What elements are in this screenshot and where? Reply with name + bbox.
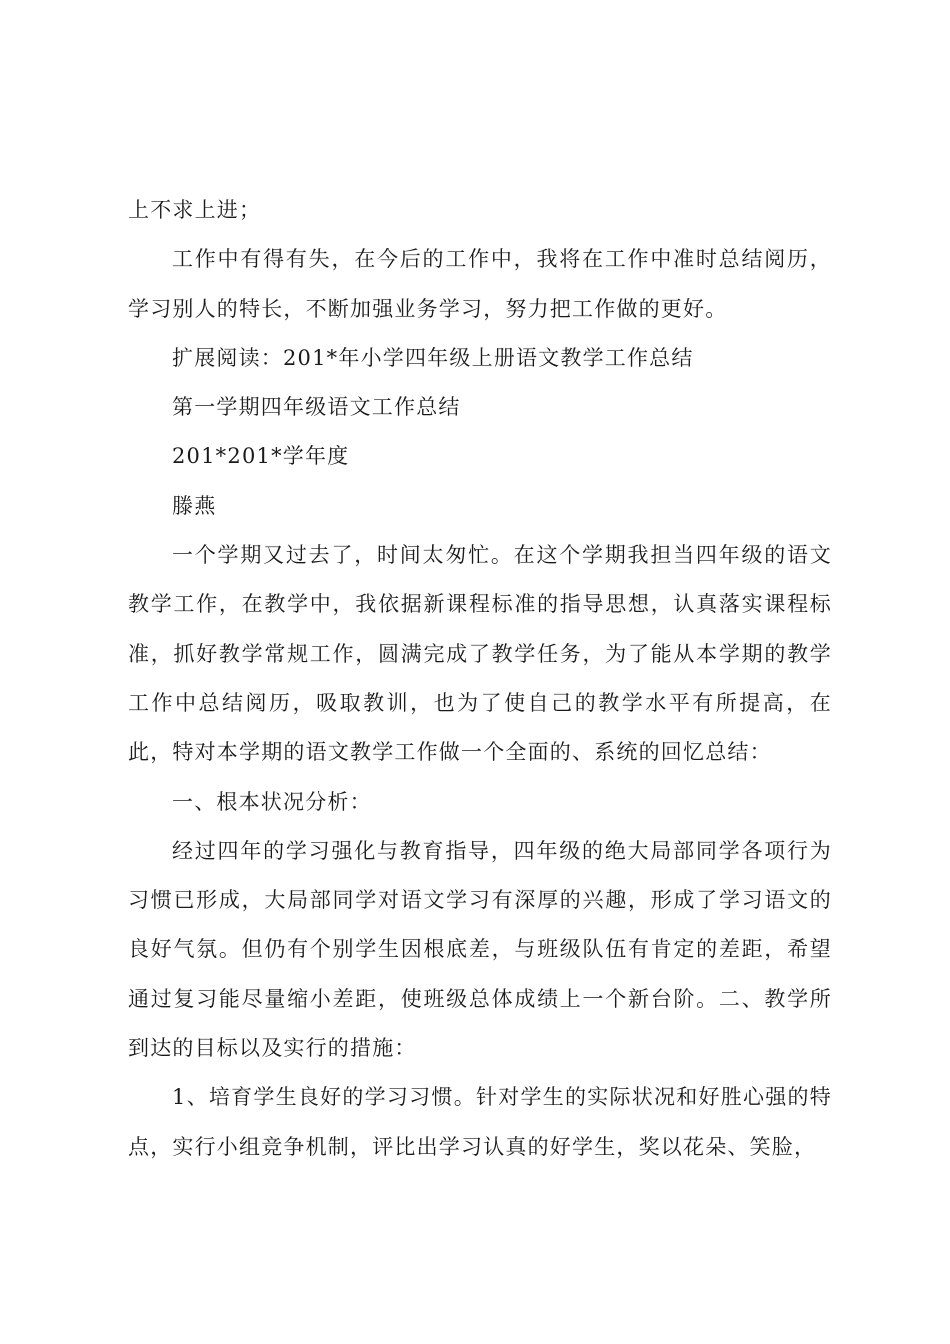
author-name: 滕燕 [172, 493, 217, 518]
paragraph-analysis: 经过四年的学习强化与教育指导，四年级的绝大局部同学各项行为习惯已形成，大局部同学对语文学习有深厚的兴趣，形成了学习语文的良好气氛。但仍有个别学生因根底差，与班级队伍有肯定的差距，希望通过复习能尽量缩小差距，使班级总体成绩上一个新台阶。二、教学所到达的目标以及实行的措施： [128, 838, 832, 1061]
document-title: 第一学期四年级语文工作总结 [172, 395, 461, 420]
paragraph-learning-habits: 1、培育学生良好的学习习惯。针对学生的实际状况和好胜心强的特点，实行小组竞争机制，评比出学习认真的好学生，奖以花朵、笑脸， [128, 1085, 832, 1159]
paragraph-continuation: 上不求上进； [128, 198, 262, 222]
document-body [128, 186, 832, 1172]
paragraph-introduction: 一个学期又过去了，时间太匆忙。在这个学期我担当四年级的语文教学工作，在教学中，我依据新课程标准的指导思想，认真落实课程标准，抓好教学常规工作，圆满完成了教学任务，为了能从本学期的教学工作中总结阅历，吸取教训，也为了使自己的教学水平有所提高，在此，特对本学期的语文教学工作做一个全面的、系统的回忆总结： [128, 543, 832, 765]
extended-reading-heading: 扩展阅读：201*年小学四年级上册语文教学工作总结 [172, 345, 694, 370]
paragraph-work-summary: 工作中有得有失，在今后的工作中，我将在工作中准时总结阅历，学习别人的特长，不断加强业务学习，努力把工作做的更好。 [128, 247, 832, 321]
section-heading-basic-analysis: 一、根本状况分析： [172, 789, 372, 814]
school-year: 201*201*学年度 [172, 444, 350, 469]
